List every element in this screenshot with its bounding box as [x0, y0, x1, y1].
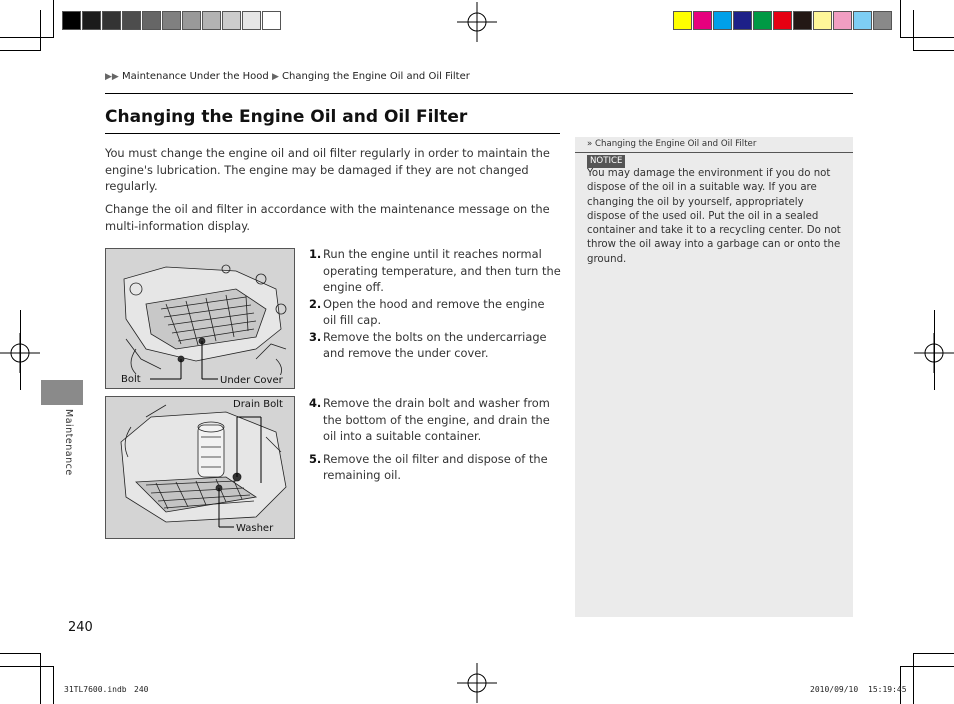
step-number: 5. [309, 451, 322, 466]
breadcrumb [105, 71, 470, 82]
section-tab [41, 380, 83, 405]
intro-paragraph-1: You must change the engine oil and oil filter regularly in order to maintain the engine's lubrication. The engine may be damaged if they are not changed regularly. [105, 146, 550, 193]
steps-list-1 [309, 246, 561, 368]
footer-time: 15:19:45 [868, 685, 907, 694]
sidebar-heading-text: Changing the Engine Oil and Oil Filter [595, 139, 757, 149]
color-swatch [833, 11, 852, 30]
color-swatch [693, 11, 712, 30]
color-swatch [182, 11, 201, 30]
color-swatch [673, 11, 692, 30]
color-swatch [102, 11, 121, 30]
step-number: 3. [309, 329, 322, 344]
breadcrumb-arrow-icon: ▶▶ [105, 72, 119, 82]
notice-badge: NOTICE [587, 155, 625, 168]
drain-bolt-drawing [106, 397, 295, 539]
breadcrumb-page: Changing the Engine Oil and Oil Filter [282, 71, 470, 82]
color-swatch [262, 11, 281, 30]
step-number: 2. [309, 296, 322, 311]
color-swatch [242, 11, 261, 30]
color-swatch [873, 11, 892, 30]
footer-date: 2010/09/10 [810, 685, 859, 694]
drain-bolt-label: Drain Bolt [233, 399, 283, 410]
color-swatch [713, 11, 732, 30]
color-swatch [162, 11, 181, 30]
step-text: Remove the drain bolt and washer from the bottom of the engine, and drain the oil into a suitable container. [323, 396, 550, 443]
color-swatch [793, 11, 812, 30]
title-rule [105, 133, 560, 134]
bolt-label: Bolt [121, 374, 141, 385]
under-cover-illustration [105, 248, 295, 389]
washer-label: Washer [236, 523, 274, 534]
color-swatch [222, 11, 241, 30]
color-swatch [773, 11, 792, 30]
step-item [309, 451, 561, 484]
step-item [309, 246, 561, 296]
page-number: 240 [68, 620, 93, 635]
color-swatch [853, 11, 872, 30]
color-swatch [122, 11, 141, 30]
footer-page: 240 [134, 685, 149, 694]
step-item [309, 395, 561, 445]
registration-line-left [20, 310, 21, 390]
intro-paragraph-2: Change the oil and filter in accordance with the maintenance message on the multi-information display. [105, 202, 550, 233]
page-title: Changing the Engine Oil and Oil Filter [105, 107, 468, 127]
step-item [309, 296, 561, 329]
notice-text: You may damage the environment if you do not dispose of the oil in a suitable way. If you are changing the oil by yourself, appropriately dispose of the used oil. Put the oil in a sealed container and take it to a recycling center. Do not throw the oil away into a garbage can or onto the ground. [587, 168, 841, 265]
breadcrumb-arrow-icon: ▶ [271, 72, 279, 82]
color-swatch [82, 11, 101, 30]
under-cover-label: Under Cover [220, 375, 283, 386]
color-swatch [142, 11, 161, 30]
color-swatch [62, 11, 81, 30]
step-text: Remove the bolts on the undercarriage and remove the under cover. [323, 329, 547, 360]
sidebar-heading [587, 139, 756, 149]
sidebar-rule [575, 152, 853, 153]
drain-bolt-illustration [105, 396, 295, 539]
step-text: Run the engine until it reaches normal operating temperature, and then turn the engine off. [323, 247, 561, 294]
step-number: 1. [309, 247, 322, 261]
header-rule [105, 93, 853, 94]
color-swatch [813, 11, 832, 30]
color-swatch [733, 11, 752, 30]
footer-file: 31TL7600.indb [64, 685, 127, 694]
reference-icon: » [587, 139, 593, 149]
section-tab-label: Maintenance [63, 409, 74, 476]
color-swatch [753, 11, 772, 30]
step-text: Remove the oil filter and dispose of the remaining oil. [323, 451, 548, 482]
registration-mark-bottom [457, 663, 497, 703]
registration-mark-top [457, 2, 497, 42]
color-swatch [202, 11, 221, 30]
step-number: 4. [309, 396, 322, 410]
breadcrumb-section: Maintenance Under the Hood [122, 71, 269, 82]
steps-list-2 [309, 395, 561, 490]
registration-line-right [934, 310, 935, 390]
under-cover-drawing [106, 249, 295, 389]
step-item [309, 329, 561, 362]
step-text: Open the hood and remove the engine oil fill cap. [323, 296, 545, 327]
